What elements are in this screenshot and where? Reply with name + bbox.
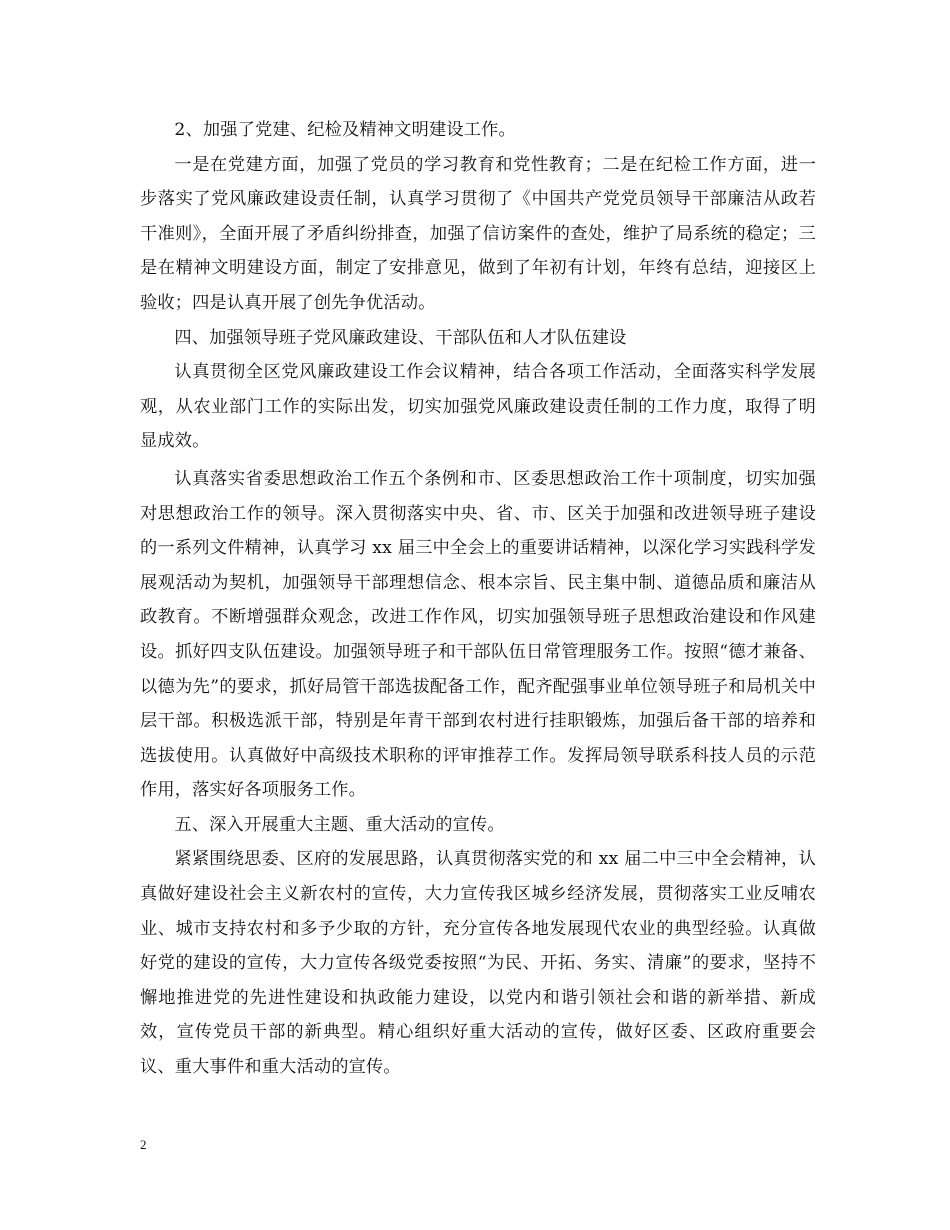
document-body xyxy=(140,113,816,1085)
paragraph-anti-corruption: 认真贯彻全区党风廉政建设工作会议精神，结合各项工作活动，全面落实科学发展观，从农业部门工作的实际出发，切实加强党风廉政建设责任制的工作力度，取得了明显成效。 xyxy=(140,362,816,452)
section-heading-leadership: 四、加强领导班子党风廉政建设、干部队伍和人才队伍建设 xyxy=(174,327,627,348)
paragraph-party-discipline: 一是在党建方面，加强了党员的学习教育和党性教育；二是在纪检工作方面，进一步落实了党风廉政建设责任制，认真学习贯彻了《中国共产党党员领导干部廉洁从政若干准则》，全面开展了矛盾纠纷排查，加强了信访案件的查处，维护了局系统的稳定；三是在精神文明建设方面，制定了安排意见，做到了年初有计划，年终有总结，迎接区上验收；四是认真开展了创先争优活动。 xyxy=(140,154,816,313)
section-heading-party-building: 2、加强了党建、纪检及精神文明建设工作。 xyxy=(174,120,516,140)
section-heading-publicity: 五、深入开展重大主题、重大活动的宣传。 xyxy=(174,814,505,835)
page-number: 2 xyxy=(140,1137,147,1152)
paragraph-publicity: 紧紧围绕思委、区府的发展思路，认真贯彻落实党的和 xx 届二中三中全会精神，认真做好建设社会主义新农村的宣传，大力宣传我区城乡经济发展，贯彻落实工业反哺农业、城市支持农村和多予少取的方针，充分宣传各地发展现代农业的典型经验。认真做好党的建设的宣传，大力宣传各级党委按照“为民、开拓、务实、清廉”的要求，坚持不懈地推进党的先进性建设和执政能力建设，以党内和谐引领社会和谐的新举措、新成效，宣传党员干部的新典型。精心组织好重大活动的宣传，做好区委、区政府重要会议、重大事件和重大活动的宣传。 xyxy=(140,849,816,1078)
paragraph-ideological-work: 认真落实省委思想政治工作五个条例和市、区委思想政治工作十项制度，切实加强对思想政治工作的领导。深入贯彻落实中央、省、市、区关于加强和改进领导班子建设的一系列文件精神，认真学习 xx 届三中全会上的重要讲话精神，以深化学习实践科学发展观活动为契机，加强领导干部理想信念、根本宗旨、民主集中制、道德品质和廉洁从政教育。不断增强群众观念，改进工作作风，切实加强领导班子思想政治建设和作风建设。抓好四支队伍建设。加强领导班子和干部队伍日常管理服务工作。按照“德才兼备、以德为先”的要求，抓好局管干部选拔配备工作，配齐配强事业单位领导班子和局机关中层干部。积极选派干部，特别是年青干部到农村进行挂职锻炼，加强后备干部的培养和选拔使用。认真做好中高级技术职称的评审推荐工作。发挥局领导联系科技人员的示范作用，落实好各项服务工作。 xyxy=(140,468,816,801)
